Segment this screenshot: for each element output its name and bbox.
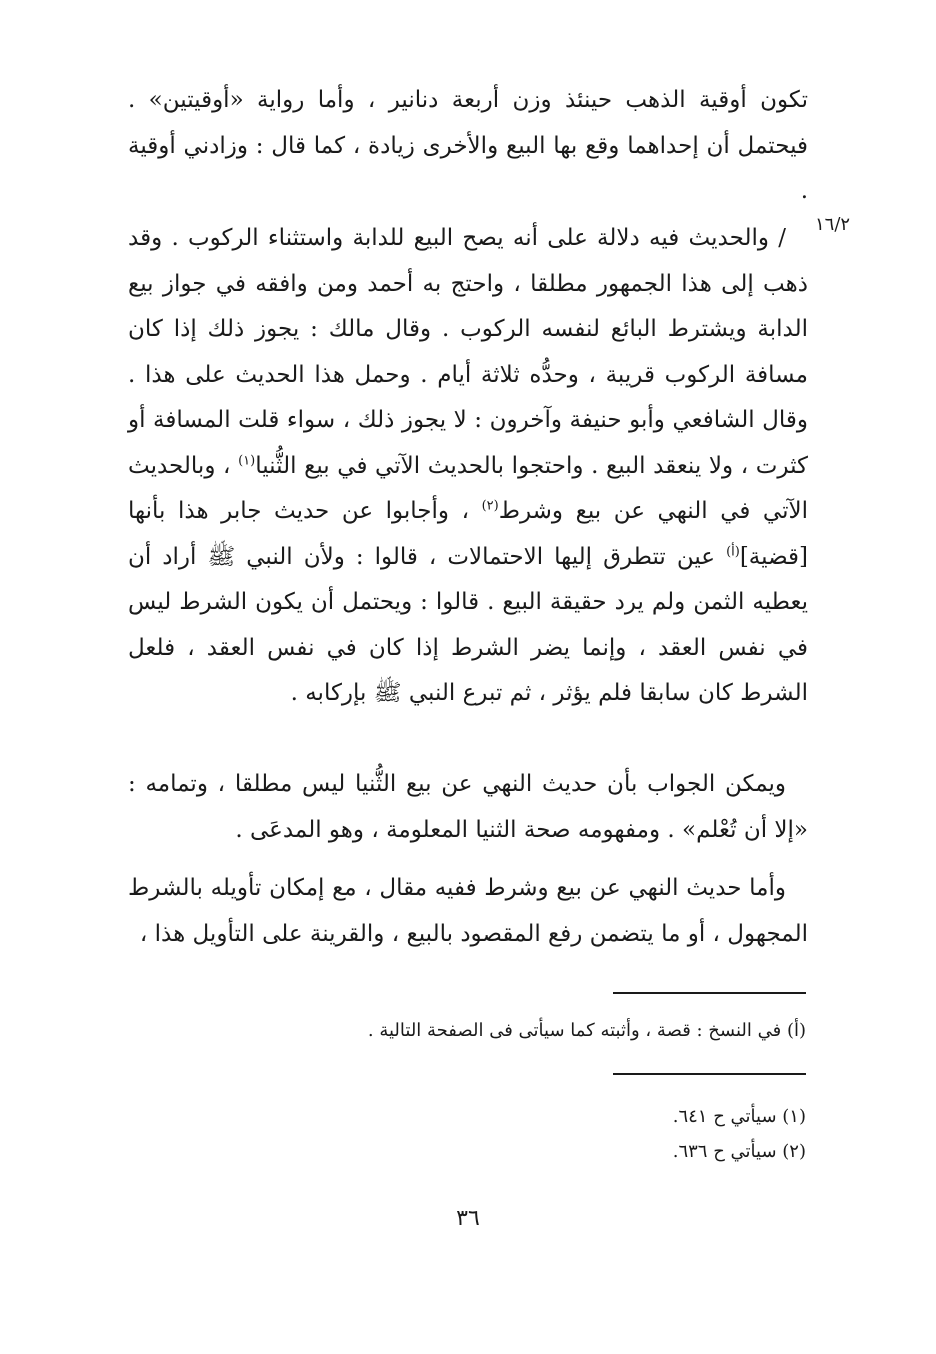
page-number: ٣٦ bbox=[456, 1206, 480, 1231]
paragraph-2-part-a: / والحديث فيه دلالة على أنه يصح البيع للدابة واستثناء الركوب . وقد ذهب إلى هذا الجمهور مطلقا ، واحتج به أحمد ومن وافقه في جواز بيع الدابة ويشترط البائع لنفسه الركوب . وقال مالك : يجوز ذلك إذا كان مسافة الركوب قريبة ، وحدُّه ثلاثة أيام . وحمل هذا الحديث على هذا . وقال الشافعي وأبو حنيفة وآخرون : لا يجوز ذلك ، سواء قلت المسافة أو كثرت ، ولا ينعقد البيع . واحتجوا بالحديث الآتي في بيع الثُّنيا bbox=[128, 225, 808, 479]
paragraph-4-text bbox=[128, 866, 808, 957]
footnote-ref-2: (٢) bbox=[481, 498, 499, 514]
paragraph-2-part-d: عين تتطرق إليها الاحتمالات ، قالوا : ولأن النبي ﷺ أراد أن يعطيه الثمن ولم يرد حقيقة البيع . قالوا : ويحتمل أن يكون الشرط ليس في نفس العقد ، وإنما يضر الشرط إذا كان في نفس العقد ، فلعل الشرط كان سابقا فلم يؤثر ، ثم تبرع النبي ﷺ بإركابه . bbox=[128, 543, 808, 706]
paragraph-4-content: وأما حديث النهي عن بيع وشرط ففيه مقال ، مع إمكان تأويله بالشرط المجهول ، أو ما يتضمن رفع المقصود بالبيع ، والقرينة على التأويل هذا ، bbox=[128, 875, 808, 947]
paragraph-1 bbox=[128, 78, 808, 215]
paragraph-3-content: ويمكن الجواب بأن حديث النهي عن بيع الثُّنيا ليس مطلقا ، وتمامه : «إلا أن تُعْلم» . ومفهومه صحة الثنيا المعلومة ، وهو المدعَى . bbox=[128, 771, 808, 843]
footnote-a: (أ) في النسخ : قصة ، وأثبته كما سيأتى فى الصفحة التالية . bbox=[367, 1020, 806, 1041]
paragraph-1-text: تكون أوقية الذهب حينئذ وزن أربعة دنانير ، وأما رواية «أوقيتين» . فيحتمل أن إحداهما وقع بها البيع والأخرى زيادة ، كما قال : وزادني أوقية . bbox=[128, 87, 808, 204]
paragraph-4 bbox=[128, 866, 808, 957]
paragraph-3-text bbox=[128, 762, 808, 853]
footnote-ref-1: (١) bbox=[238, 452, 256, 468]
paragraph-2-text bbox=[128, 216, 808, 717]
footnote-divider-1 bbox=[613, 992, 806, 994]
paragraph-2-part-c: ، وأجابوا عن حديث جابر هذا بأنها [قضية] bbox=[128, 498, 808, 570]
paragraph-3 bbox=[128, 762, 808, 853]
footnote-ref-a: (أ) bbox=[726, 543, 740, 559]
margin-reference: ١٦/٢ bbox=[815, 214, 851, 235]
footnote-1: (١) سيأتي ح ٦٤١. bbox=[672, 1106, 806, 1127]
footnote-divider-2 bbox=[613, 1073, 806, 1075]
footnote-2: (٢) سيأتي ح ٦٣٦. bbox=[672, 1141, 806, 1162]
paragraph-2-part-b: ، وبالحديث الآتي في النهي عن بيع وشرط bbox=[128, 452, 808, 524]
paragraph-2 bbox=[128, 216, 808, 717]
